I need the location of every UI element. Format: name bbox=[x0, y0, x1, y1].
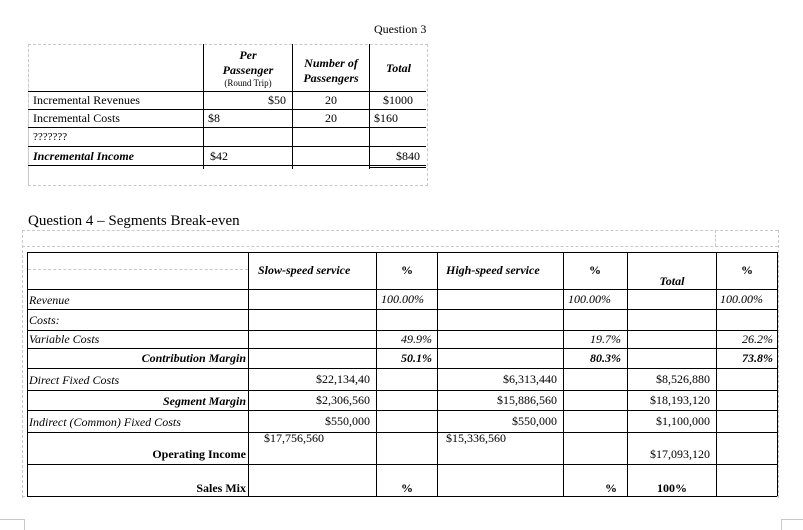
q4-row-revenue-label: Revenue bbox=[29, 293, 70, 307]
q4-direct-slow: $22,134,40 bbox=[316, 372, 370, 386]
q4-segment-high: $15,886,560 bbox=[497, 393, 557, 407]
q4-direct-total: $8,526,880 bbox=[656, 372, 710, 386]
q4-header-pct-slow: % bbox=[401, 263, 413, 277]
q3-cell-num: 20 bbox=[325, 93, 337, 107]
q3-header-total: Total bbox=[386, 61, 411, 75]
page-corner-mark-right-v bbox=[781, 519, 782, 530]
q3-cell-total: $1000 bbox=[383, 93, 413, 107]
q4-revenue-pct-slow: 100.00% bbox=[381, 292, 424, 306]
q3-header-round-trip: (Round Trip) bbox=[224, 78, 272, 88]
q4-variable-pct-total: 26.2% bbox=[742, 332, 773, 346]
q4-row-variable-label: Variable Costs bbox=[29, 332, 100, 346]
question-4-title: Question 4 – Segments Break-even bbox=[28, 213, 240, 229]
q3-cell-num: 20 bbox=[325, 111, 337, 125]
q4-row-salesmix-label: Sales Mix bbox=[196, 481, 246, 495]
q4-variable-pct-slow: 49.9% bbox=[401, 332, 432, 346]
q4-row-indirect-label: Indirect (Common) Fixed Costs bbox=[29, 415, 181, 429]
q4-contribution-pct-total: 73.8% bbox=[742, 351, 773, 365]
q3-cell-total: $840 bbox=[396, 149, 420, 163]
q3-header-passenger: Passenger bbox=[222, 63, 274, 77]
q3-row-label: ??????? bbox=[33, 131, 68, 143]
q3-cell-total: $160 bbox=[374, 111, 398, 125]
q4-indirect-high: $550,000 bbox=[512, 414, 557, 428]
q4-indirect-slow: $550,000 bbox=[325, 414, 370, 428]
q3-header-per: Per bbox=[239, 48, 257, 62]
q4-revenue-pct-total: 100.00% bbox=[720, 292, 763, 306]
q4-contribution-pct-high: 80.3% bbox=[590, 351, 621, 365]
q3-header-number-of: Number of bbox=[304, 56, 358, 70]
q3-header-passengers: Passengers bbox=[303, 71, 359, 85]
q4-operating-total: $17,093,120 bbox=[650, 447, 710, 461]
q3-cell-per: $50 bbox=[268, 93, 286, 107]
q4-variable-pct-high: 19.7% bbox=[590, 332, 621, 346]
q4-indirect-slow-extra: $17,756,560 bbox=[264, 431, 324, 445]
page-corner-mark-left bbox=[0, 519, 24, 520]
q3-cell-per: $8 bbox=[208, 111, 220, 125]
q4-salesmix-total: 100% bbox=[657, 481, 687, 495]
q3-row-label: Incremental Income bbox=[33, 149, 134, 163]
q4-header-pct-high: % bbox=[589, 263, 601, 277]
q4-indirect-high-extra: $15,336,560 bbox=[446, 431, 506, 445]
q4-row-operating-label: Operating Income bbox=[152, 447, 246, 461]
q4-contribution-pct-slow: 50.1% bbox=[401, 351, 432, 365]
q4-header-pct-total: % bbox=[741, 263, 753, 277]
q3-row-label: Incremental Revenues bbox=[33, 93, 140, 107]
q4-row-segment-label: Segment Margin bbox=[162, 394, 246, 408]
q3-cell-per: $42 bbox=[210, 149, 228, 163]
q4-header-total: Total bbox=[659, 274, 685, 288]
q4-indirect-total: $1,100,000 bbox=[656, 414, 710, 428]
q4-segment-slow: $2,306,560 bbox=[316, 393, 370, 407]
q4-revenue-pct-high: 100.00% bbox=[568, 292, 611, 306]
q4-salesmix-pct-slow: % bbox=[401, 481, 413, 495]
q4-row-costs-label: Costs: bbox=[29, 313, 60, 327]
q4-row-contribution-label: Contribution Margin bbox=[141, 351, 246, 365]
q3-row-label: Incremental Costs bbox=[33, 111, 120, 125]
q4-direct-high: $6,313,440 bbox=[503, 372, 557, 386]
q4-salesmix-pct-high: % bbox=[605, 481, 617, 495]
page-corner-mark-left-v bbox=[24, 519, 25, 530]
q4-segment-total: $18,193,120 bbox=[650, 393, 710, 407]
question-3-title: Question 3 bbox=[374, 22, 427, 36]
q4-header-high: High-speed service bbox=[446, 263, 540, 277]
q4-row-direct-label: Direct Fixed Costs bbox=[29, 373, 120, 387]
page-corner-mark-right bbox=[781, 519, 803, 520]
q4-header-slow: Slow-speed service bbox=[258, 263, 351, 277]
